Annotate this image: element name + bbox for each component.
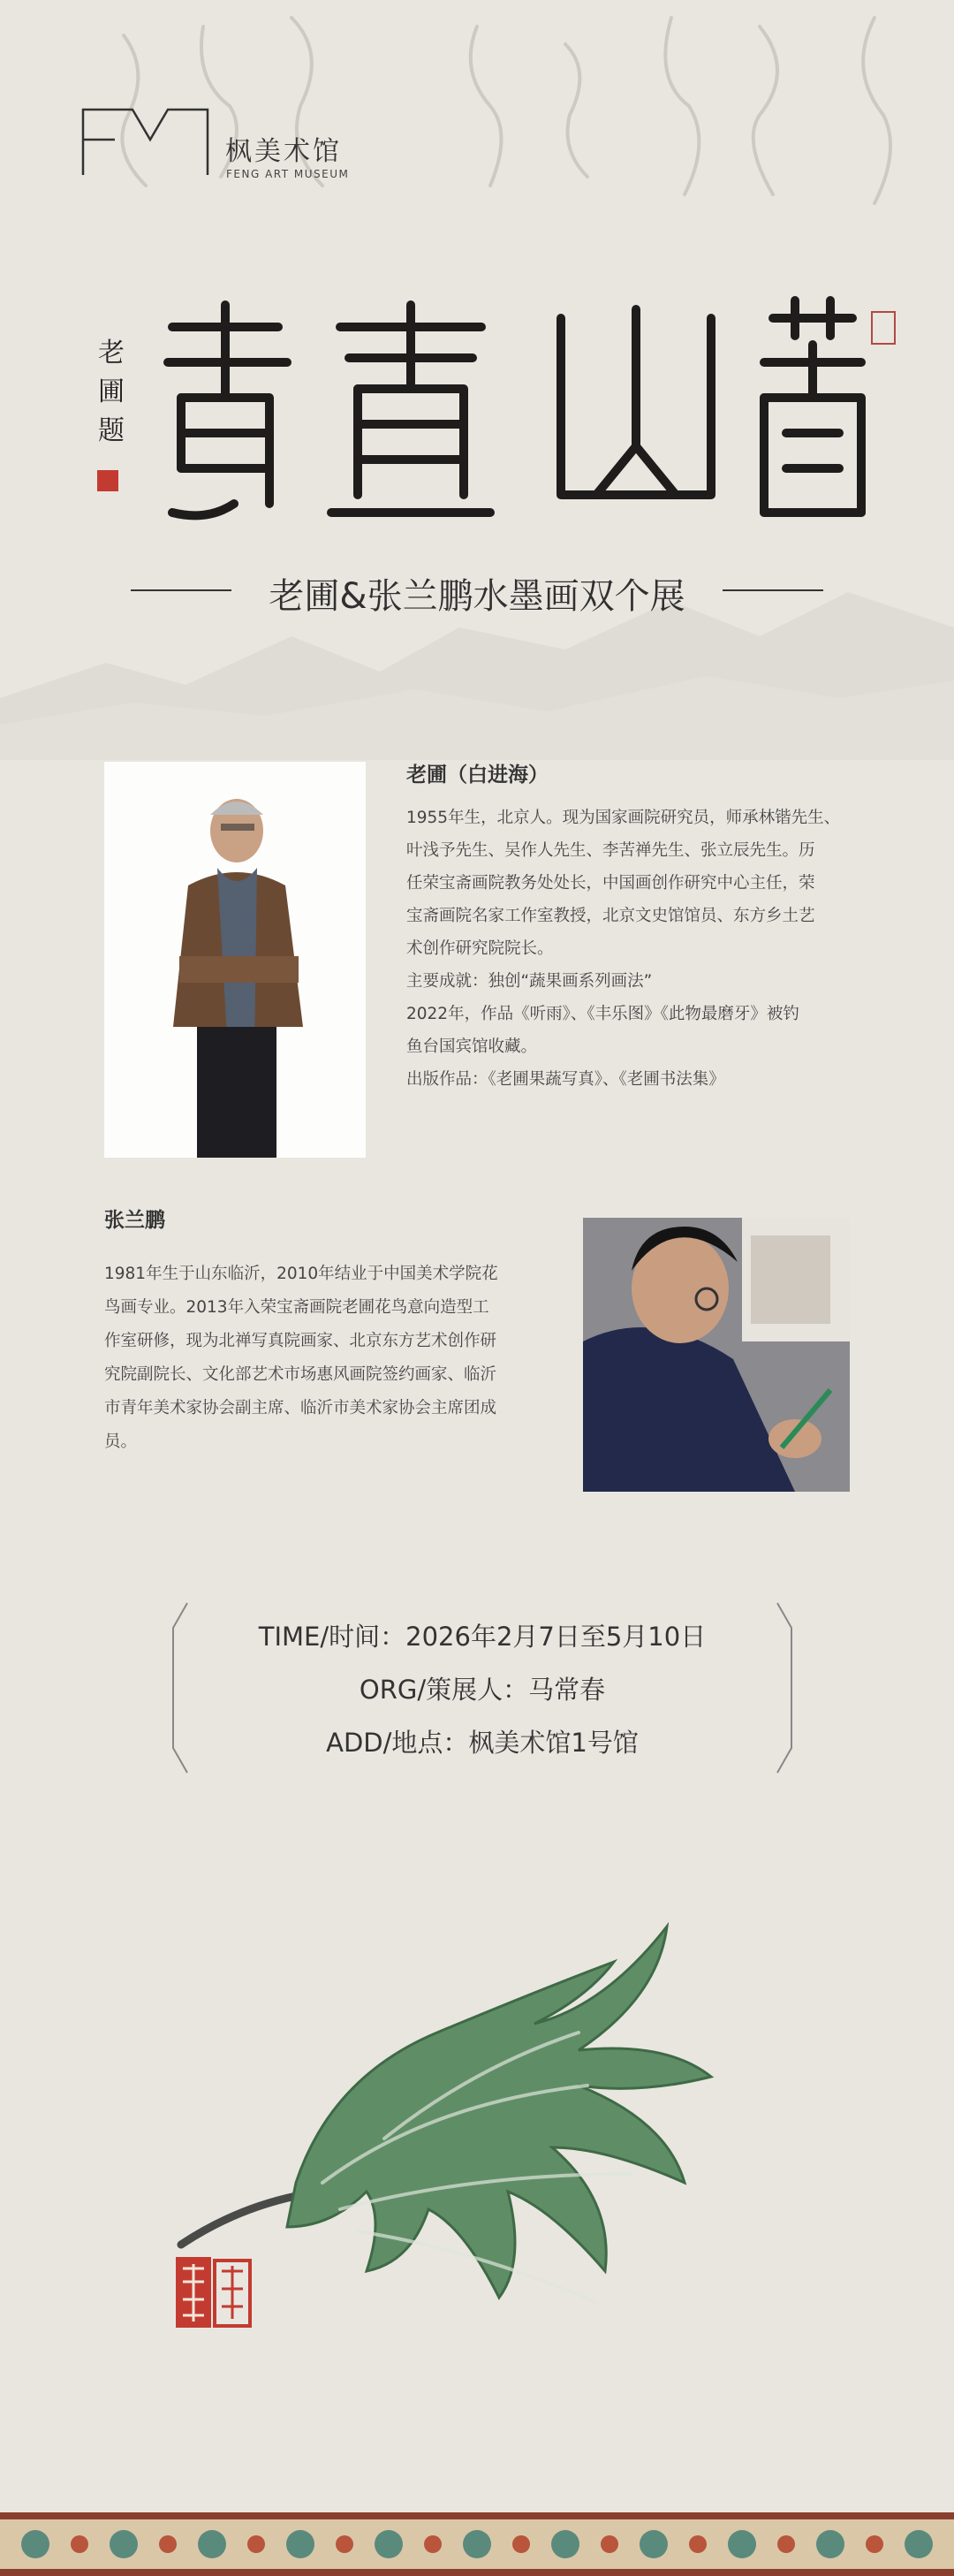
bio-line: 术创作研究院院长。 bbox=[406, 939, 554, 958]
bio-line: 任荣宝斋画院教务处处长，中国画创作研究中心主任，荣 bbox=[406, 874, 815, 893]
subtitle-divider-right bbox=[723, 589, 823, 591]
seal-script-title bbox=[146, 292, 879, 530]
artist-bio-text bbox=[104, 1258, 546, 1459]
bio-line: 2022年，作品《听雨》、《丰乐图》《此物最磨牙》被钓 bbox=[406, 1005, 799, 1023]
artist-bio-laopu bbox=[406, 758, 883, 1096]
bio-line: 究院副院长、文化部艺术市场惠风画院签约画家、临沂 bbox=[104, 1365, 497, 1384]
artist-photo-zhanglanpeng bbox=[583, 1218, 850, 1492]
artist-name: 张兰鹏 bbox=[104, 1209, 165, 1232]
mountain-wash bbox=[0, 495, 954, 760]
bio-line: 宝斋画院名家工作室教授，北京文史馆馆员、东方乡土艺 bbox=[406, 907, 815, 925]
museum-name-cn: 枫美术馆 bbox=[225, 136, 342, 167]
artist-bio-text bbox=[406, 802, 883, 1096]
bio-line: 鱼台国宾馆收藏。 bbox=[406, 1037, 538, 1056]
exhibition-info-box bbox=[171, 1601, 793, 1774]
portrait-illustration bbox=[104, 762, 366, 1158]
bio-line: 叶浅予先生、吴作人先生、李苦禅先生、张立辰先生。历 bbox=[406, 841, 815, 860]
exhibition-curator: ORG/策展人：马常春 bbox=[359, 1675, 606, 1705]
bio-line: 鸟画专业。2013年入荣宝斋画院老圃花鸟意向造型工 bbox=[104, 1298, 489, 1317]
artist-name: 老圃（白进海） bbox=[406, 764, 549, 786]
inscription-char: 题 bbox=[98, 415, 125, 446]
decorative-border-band bbox=[0, 2512, 954, 2576]
artist-bio-zhanglanpeng bbox=[104, 1204, 546, 1459]
bio-line: 市青年美术家协会副主席、临沂市美术家协会主席团成 bbox=[104, 1399, 497, 1417]
museum-name-en: FENG ART MUSEUM bbox=[226, 168, 350, 180]
artist-red-seal bbox=[174, 2255, 252, 2329]
exhibition-location: ADD/地点：枫美术馆1号馆 bbox=[326, 1728, 639, 1758]
calligraphy-inscription bbox=[87, 334, 136, 451]
bio-line: 员。 bbox=[104, 1432, 138, 1451]
fruit-painting bbox=[163, 1918, 782, 2359]
bio-line: 主要成就：独创“蔬果画系列画法” bbox=[406, 972, 653, 991]
bio-line: 作室研修，现为北禅写真院画家、北京东方艺术创作研 bbox=[104, 1332, 497, 1350]
portrait-illustration bbox=[583, 1218, 850, 1492]
inscription-char: 圃 bbox=[98, 376, 125, 407]
bio-line: 1955年生，北京人。现为国家画院研究员，师承林锴先生、 bbox=[406, 809, 841, 827]
bio-line: 出版作品：《老圃果蔬写真》、《老圃书法集》 bbox=[406, 1070, 725, 1089]
exhibition-time: TIME/时间：2026年2月7日至5月10日 bbox=[258, 1622, 707, 1652]
museum-logo-mark bbox=[80, 104, 212, 177]
inscription-char: 老 bbox=[98, 338, 125, 369]
artist-photo-laopu bbox=[104, 762, 366, 1158]
inscription-seal bbox=[97, 470, 118, 491]
exhibition-subtitle: 老圃&张兰鹏水墨画双个展 bbox=[269, 576, 685, 617]
bio-line: 1981年生于山东临沂，2010年结业于中国美术学院花 bbox=[104, 1265, 498, 1283]
exhibition-subtitle-row bbox=[0, 561, 954, 623]
